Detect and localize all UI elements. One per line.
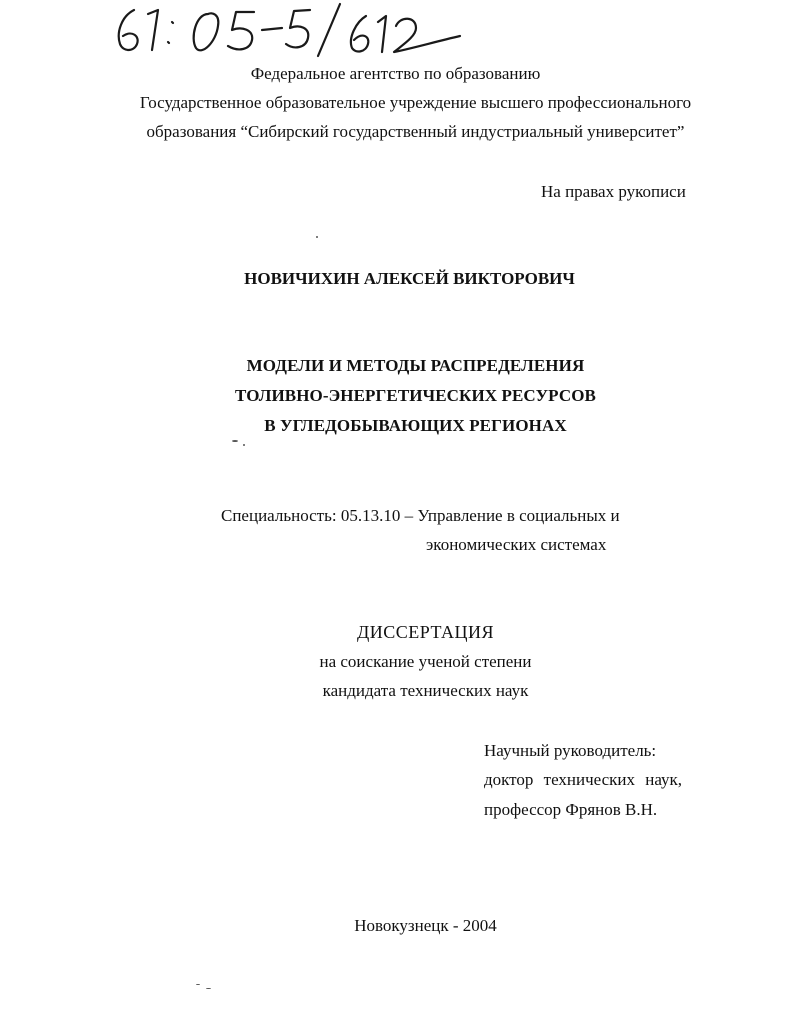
rights-note: На правах рукописи	[541, 182, 686, 201]
scan-speck	[206, 988, 211, 989]
work-type-line-1: на соискание ученой степени	[319, 652, 532, 671]
work-type-line-2: кандидата технических наук	[322, 681, 529, 700]
scan-speck	[196, 984, 200, 985]
scan-speck	[316, 236, 318, 238]
supervisor-label: Научный руководитель:	[484, 741, 657, 760]
specialty-line-1: Специальность: 05.13.10 – Управление в социальных и	[221, 506, 620, 525]
supervisor-degree: доктор технических наук,	[484, 770, 683, 789]
supervisor-name: профессор Фрянов В.Н.	[484, 800, 658, 819]
agency-name: Федеральное агентство по образованию	[250, 64, 541, 83]
institution-line-2: образования “Сибирский государственный индустриальный университет”	[146, 122, 685, 141]
scan-speck	[243, 444, 245, 446]
thesis-title-line-1: МОДЕЛИ И МЕТОДЫ РАСПРЕДЕЛЕНИЯ	[246, 356, 585, 375]
city-year: Новокузнецк - 2004	[354, 916, 497, 935]
specialty-line-2: экономических системах	[426, 535, 607, 554]
thesis-title-line-3: В УГЛЕДОБЫВАЮЩИХ РЕГИОНАХ	[264, 416, 567, 435]
author-name: НОВИЧИХИН АЛЕКСЕЙ ВИКТОРОВИЧ	[244, 269, 575, 288]
work-type-label: ДИССЕРТАЦИЯ	[356, 622, 495, 642]
handwritten-archive-code	[104, 2, 464, 62]
scan-speck	[232, 440, 238, 442]
thesis-title-line-2: ТОЛИВНО-ЭНЕРГЕТИЧЕСКИХ РЕСУРСОВ	[235, 386, 596, 405]
institution-line-1: Государственное образовательное учреждение высшего профессионального	[139, 93, 692, 112]
